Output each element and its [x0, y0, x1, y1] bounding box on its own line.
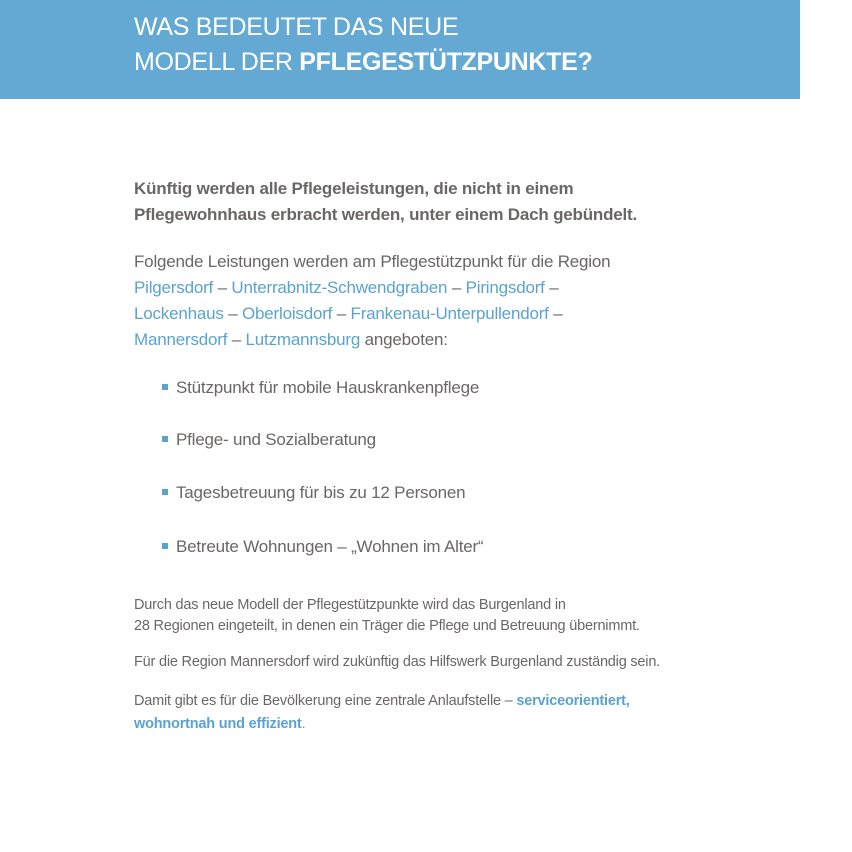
services-lead: Folgende Leistungen werden am Pflegestützpunkt für die Region — [134, 252, 611, 271]
title-regular: MODELL DER — [134, 48, 300, 76]
closing-p3-highlight: wohnortnah und effizient — [134, 716, 302, 732]
regions-line-2 — [134, 304, 562, 324]
closing-p3-end: . — [301, 716, 306, 732]
region: Pilgersdorf — [134, 278, 214, 297]
service-label: Pflege- und Sozialberatung — [176, 430, 376, 449]
intro-line-1: Künftig werden alle Pflegeleistungen, die nicht in einem — [134, 179, 574, 198]
region: Unterrabnitz-Schwendgraben — [231, 278, 448, 297]
closing-p3-line-2 — [134, 716, 305, 732]
closing-p1-line-2: 28 Regionen eingeteilt, in denen ein Träger die Pflege und Betreuung übernimmt. — [134, 618, 640, 634]
regions-line-1 — [134, 278, 558, 298]
separator: – — [332, 304, 351, 323]
service-label: Betreute Wohnungen – „Wohnen im Alter“ — [176, 537, 484, 556]
services-tail: angeboten: — [360, 330, 448, 349]
region: Lutzmannsburg — [245, 330, 361, 349]
service-item — [162, 537, 483, 557]
separator: – — [227, 330, 246, 349]
region: Mannersdorf — [134, 330, 228, 349]
separator: – — [548, 304, 563, 323]
closing-p3-highlight: serviceorientiert, — [516, 693, 630, 709]
title-line-2 — [134, 45, 592, 80]
bullet-square-icon — [162, 384, 168, 390]
title-line-1: WAS BEDEUTET DAS NEUE — [134, 13, 459, 41]
service-item — [162, 378, 479, 398]
closing-p3-line-1 — [134, 693, 630, 709]
regions-line-3 — [134, 330, 448, 350]
region: Oberloisdorf — [242, 304, 333, 323]
title-bold: PFLEGESTÜTZPUNKTE? — [299, 48, 593, 76]
closing-p3-text: Damit gibt es für die Bevölkerung eine zentrale Anlaufstelle – — [134, 693, 517, 709]
bullet-square-icon — [162, 543, 168, 549]
separator: – — [447, 278, 466, 297]
service-label: Stützpunkt für mobile Hauskrankenpflege — [176, 378, 480, 397]
region: Frankenau-Unterpullendorf — [350, 304, 549, 323]
service-label: Tagesbetreuung für bis zu 12 Personen — [176, 483, 466, 502]
intro-line-2: Pflegewohnhaus erbracht werden, unter einem Dach gebündelt. — [134, 205, 638, 224]
bullet-square-icon — [162, 489, 168, 495]
region: Lockenhaus — [134, 304, 224, 323]
separator: – — [213, 278, 232, 297]
separator: – — [544, 278, 559, 297]
closing-p1-line-1: Durch das neue Modell der Pflegestützpunkte wird das Burgenland in — [134, 597, 566, 613]
bullet-square-icon — [162, 436, 168, 442]
page-title — [134, 10, 592, 80]
separator: – — [223, 304, 242, 323]
region: Piringsdorf — [465, 278, 545, 297]
closing-p2: Für die Region Mannersdorf wird zukünftig das Hilfswerk Burgenland zuständig sein. — [134, 654, 661, 670]
service-item — [162, 483, 465, 503]
service-item — [162, 430, 376, 450]
